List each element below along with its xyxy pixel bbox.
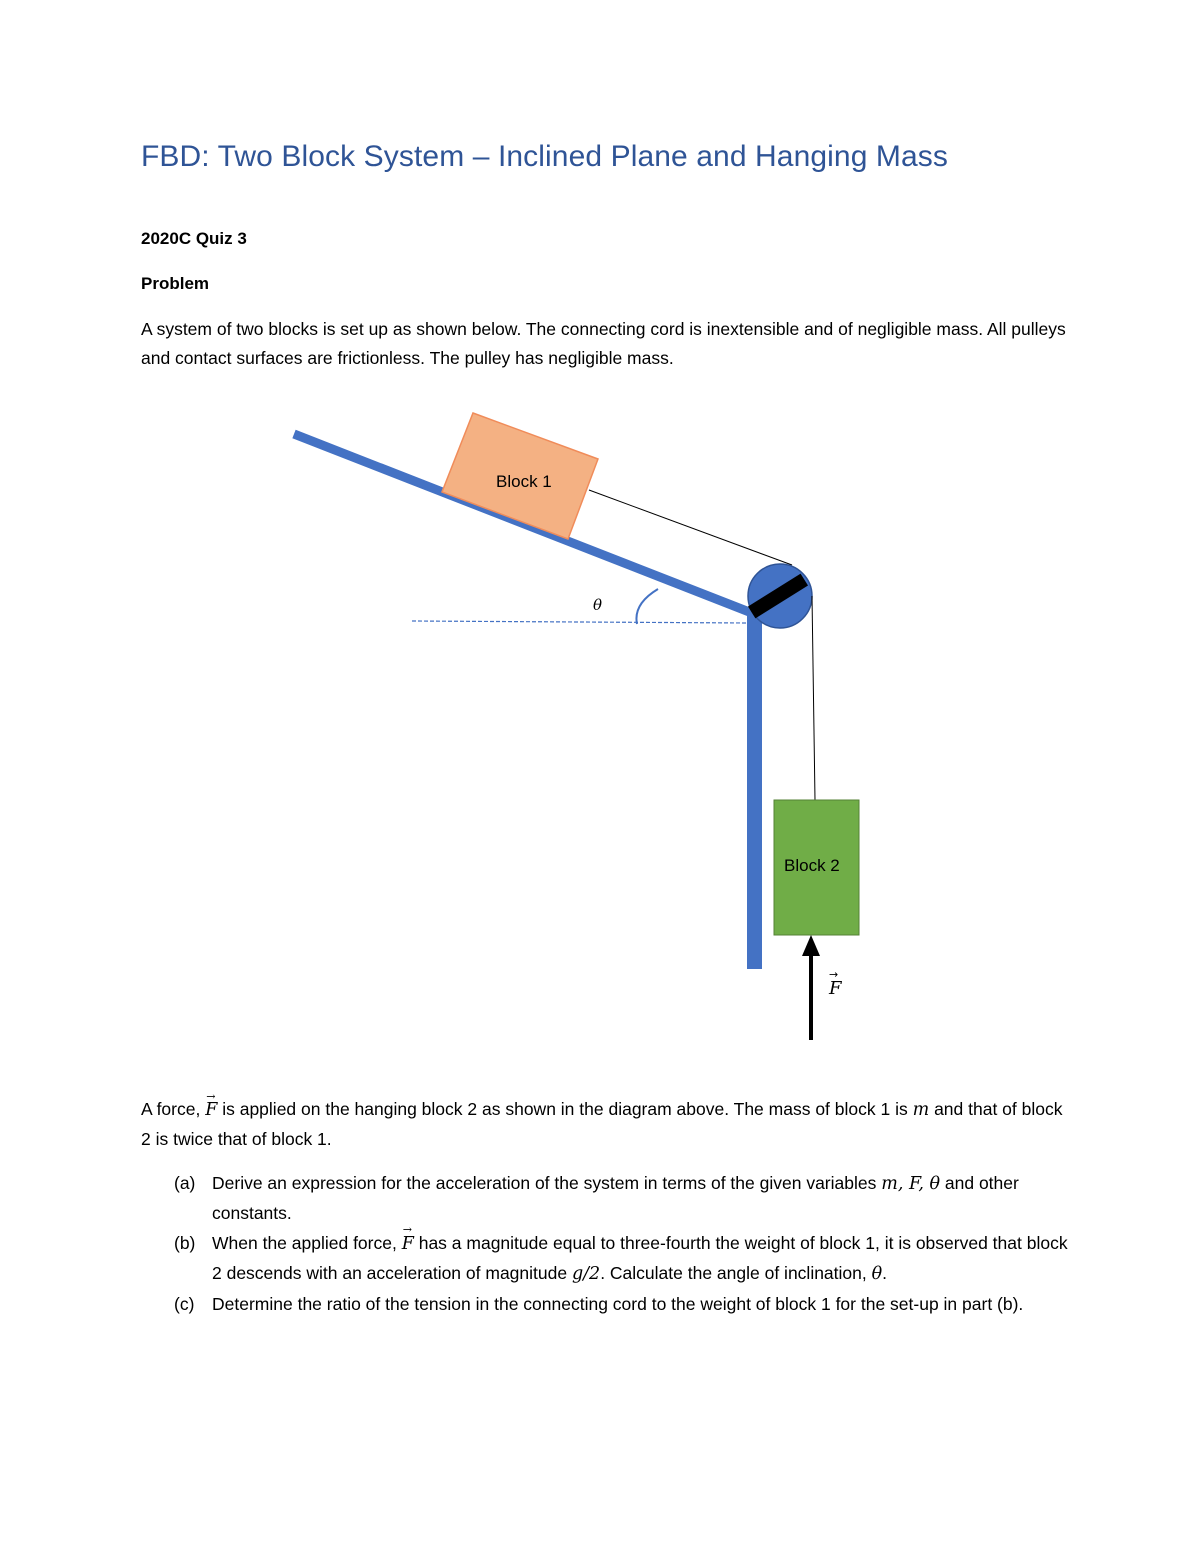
force-symbol: → F [402, 1230, 414, 1259]
cord-vertical [812, 596, 815, 800]
page-title: FBD: Two Block System – Inclined Plane and Hanging Mass [141, 140, 949, 173]
angle-arc [636, 589, 658, 624]
section-heading: Problem [141, 274, 210, 293]
intro-paragraph: A system of two blocks is set up as shown below. The connecting cord is inextensible and of negligible mass. All pulleys and contact surfaces are frictionless. The pulley has negligible mass. [141, 319, 1066, 368]
theta-label: θ [593, 596, 603, 614]
part-b-label: (b) [174, 1233, 196, 1253]
question-parts-list [141, 1169, 1071, 1321]
force-paragraph: A force, → F is applied on the hanging block 2 as shown in the diagram above. The mass of block 1 is m and that of block 2 is twice that of block 1. [141, 1095, 1071, 1154]
cord-incline [589, 490, 792, 565]
part-c-label: (c) [174, 1294, 195, 1314]
part-a-label: (a) [174, 1173, 196, 1193]
block-1-label: Block 1 [496, 472, 552, 491]
force-label: F [829, 978, 842, 999]
block-2-label: Block 2 [784, 856, 840, 875]
quiz-label: 2020C Quiz 3 [141, 229, 247, 248]
horizontal-reference-line [412, 621, 748, 623]
part-c: (c) Determine the ratio of the tension in the connecting cord to the weight of block 1 for the set-up in part (b). [141, 1290, 1071, 1319]
force-vector-arrow: → [829, 968, 839, 981]
vertical-support [747, 612, 762, 969]
force-symbol: → F [205, 1096, 217, 1125]
part-a: (a) Derive an expression for the acceleration of the system in terms of the given variables m, F, θ and other constants. [141, 1169, 1071, 1227]
part-b: (b) When the applied force, → F has a magnitude equal to three-fourth the weight of block 1, it is observed that block 2 descends with an acceleration of magnitude g/2. Calculate the angle of inclination, θ. [141, 1229, 1071, 1288]
force-arrowhead [802, 935, 820, 956]
